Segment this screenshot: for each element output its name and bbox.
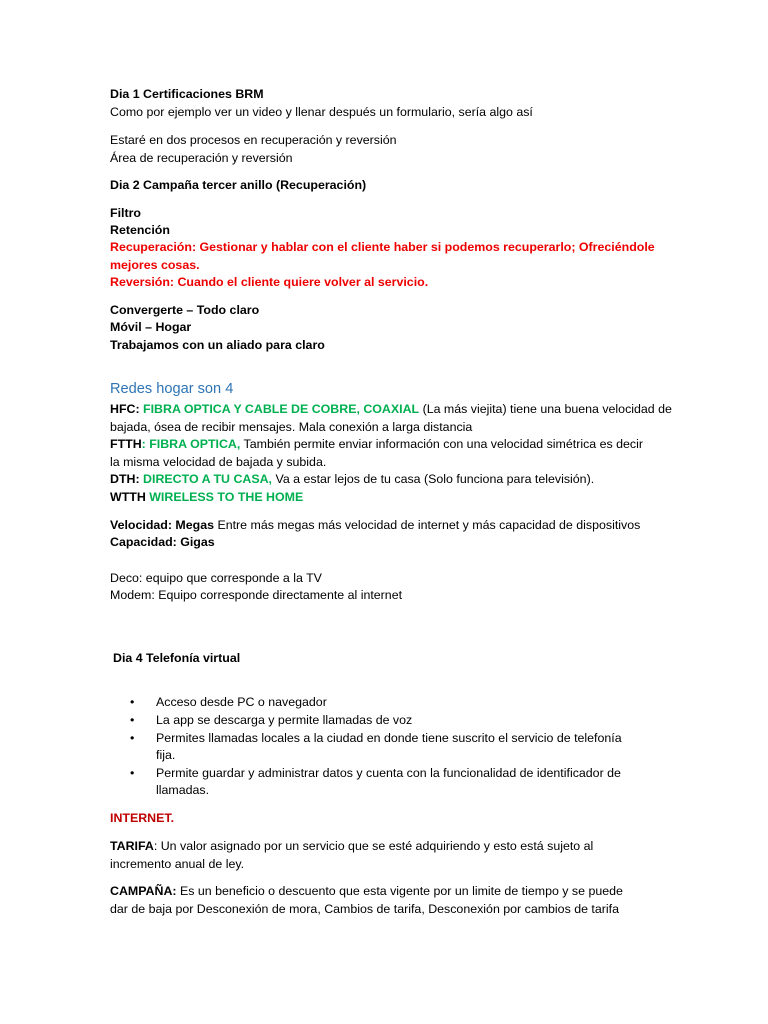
ftth-tech: : FIBRA OPTICA,: [141, 437, 241, 451]
list-item-text: La app se descarga y permite llamadas de voz: [156, 713, 413, 727]
ftth-line2: la misma velocidad de bajada y subida.: [110, 455, 327, 469]
ftth-line: [110, 436, 643, 452]
day1-line1: Como por ejemplo ver un video y llenar después un formulario, sería algo así: [110, 105, 533, 119]
recuperacion-definition: Recuperación: Gestionar y hablar con el cliente haber si podemos recuperarlo; Ofreciéndole: [110, 240, 655, 254]
day2-title: Dia 2 Campaña tercer anillo (Recuperación): [110, 178, 367, 192]
tarifa-description: : Un valor asignado por un servicio que se esté adquiriendo y esto está sujeto al: [153, 839, 594, 853]
recuperacion-definition-cont: mejores cosas.: [110, 258, 200, 272]
list-item-text: Acceso desde PC o navegador: [156, 695, 327, 709]
retencion-label: Retención: [110, 223, 170, 237]
campana-label: CAMPAÑA:: [110, 884, 177, 898]
convergente-line: Convergerte – Todo claro: [110, 303, 260, 317]
redes-heading: Redes hogar son 4: [110, 381, 234, 397]
list-item-text: Permite guardar y administrar datos y cuenta con la funcionalidad de identificador de: [156, 766, 621, 780]
bullet-icon: •: [130, 731, 135, 745]
day1-line2: Estaré en dos procesos en recuperación y reversión: [110, 133, 397, 147]
dth-tech: DIRECTO A TU CASA,: [143, 472, 273, 486]
velocidad-line: [110, 517, 640, 533]
bullet-icon: •: [130, 713, 135, 727]
wtth-tech: WIRELESS TO THE HOME: [149, 490, 304, 504]
movil-hogar-line: Móvil – Hogar: [110, 320, 192, 334]
modem-line: Modem: Equipo corresponde directamente al internet: [110, 588, 403, 602]
dth-label: DTH:: [110, 472, 140, 486]
dth-description: Va a estar lejos de tu casa (Solo funciona para televisión).: [275, 472, 595, 486]
list-item-text: Permites llamadas locales a la ciudad en donde tiene suscrito el servicio de telefonía: [156, 731, 622, 745]
capacidad-line: Capacidad: Gigas: [110, 535, 215, 549]
hfc-label: HFC:: [110, 402, 140, 416]
tarifa-line2: incremento anual de ley.: [110, 857, 245, 871]
day1-title: Dia 1 Certificaciones BRM: [110, 87, 264, 101]
reversion-definition: Reversión: Cuando el cliente quiere volver al servicio.: [110, 275, 429, 289]
dth-line: [110, 471, 594, 487]
tarifa-line: [110, 838, 593, 854]
day1-line3: Área de recuperación y reversión: [110, 151, 293, 165]
day4-title: Dia 4 Telefonía virtual: [113, 651, 241, 665]
hfc-line: [110, 401, 672, 417]
campana-description: Es un beneficio o descuento que esta vigente por un limite de tiempo y se puede: [180, 884, 623, 898]
ftth-label: FTTH: [110, 437, 142, 451]
wtth-line: [110, 489, 303, 505]
ftth-description: También permite enviar información con una velocidad simétrica es decir: [243, 437, 643, 451]
hfc-tech: FIBRA OPTICA Y CABLE DE COBRE, COAXIAL: [143, 402, 420, 416]
campana-line: [110, 883, 623, 899]
filtro-label: Filtro: [110, 206, 141, 220]
campana-line2: dar de baja por Desconexión de mora, Cambios de tarifa, Desconexión por cambios de tarifa: [110, 902, 619, 916]
aliado-line: Trabajamos con un aliado para claro: [110, 338, 325, 352]
velocidad-label: Velocidad: Megas: [110, 518, 214, 532]
list-item-text: fija.: [156, 748, 176, 762]
hfc-line2: bajada, ósea de recibir mensajes. Mala conexión a larga distancia: [110, 420, 473, 434]
list-item-text: llamadas.: [156, 783, 210, 797]
bullet-icon: •: [130, 766, 135, 780]
deco-line: Deco: equipo que corresponde a la TV: [110, 571, 322, 585]
bullet-icon: •: [130, 695, 135, 709]
internet-heading: INTERNET.: [110, 811, 175, 825]
tarifa-label: TARIFA: [110, 839, 154, 853]
velocidad-description: Entre más megas más velocidad de internet y más capacidad de dispositivos: [217, 518, 641, 532]
hfc-description: (La más viejita) tiene una buena velocidad de: [422, 402, 672, 416]
wtth-label: WTTH: [110, 490, 146, 504]
